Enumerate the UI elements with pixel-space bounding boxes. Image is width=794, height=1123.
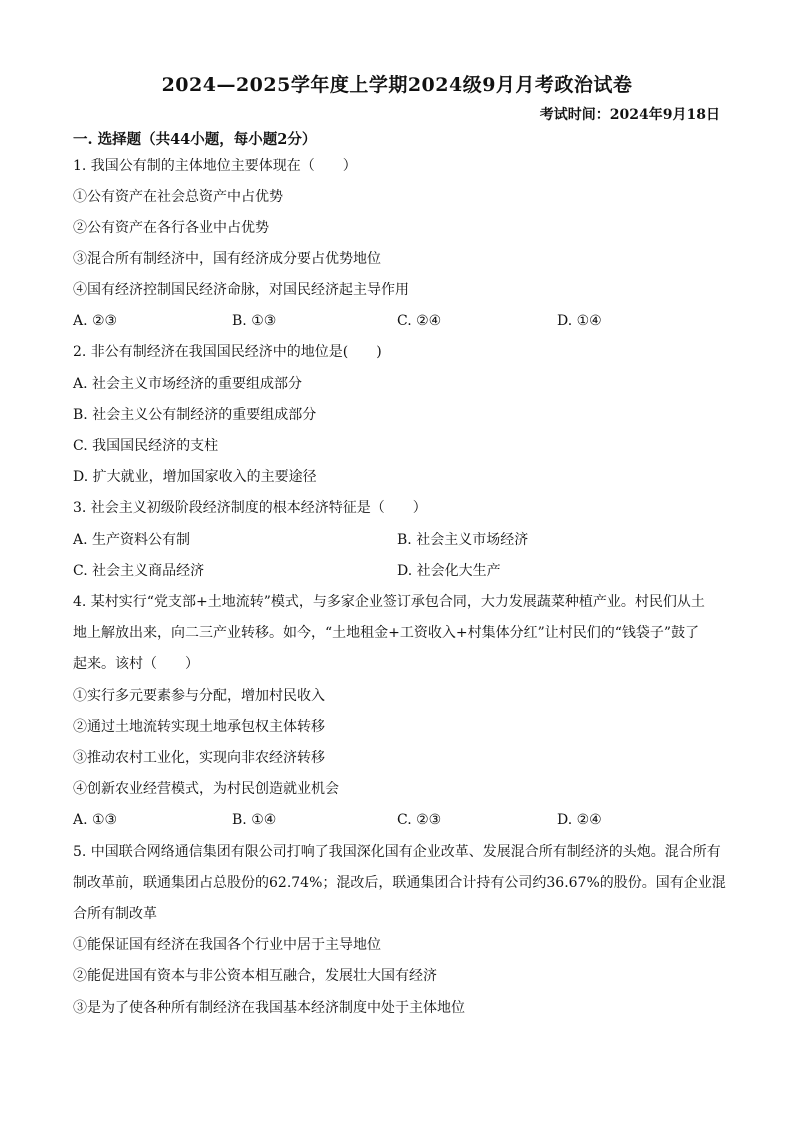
question-2-option-a: A. 社会主义市场经济的重要组成部分	[73, 376, 303, 392]
question-1-statement-2: ②公有资产在各行各业中占优势	[73, 220, 269, 236]
question-3-option-b: B. 社会主义市场经济	[397, 532, 529, 548]
question-5-stem-line-3: 合所有制改革	[73, 906, 157, 922]
question-4-statement-2: ②通过土地流转实现土地承包权主体转移	[73, 719, 325, 735]
question-2-stem: 2. 非公有制经济在我国国民经济中的地位是( )	[73, 344, 382, 360]
question-3-option-d: D. 社会化大生产	[397, 563, 501, 579]
question-5-statement-1: ①能保证国有经济在我国各个行业中居于主导地位	[73, 937, 381, 953]
question-1-option-a: A. ②③	[73, 313, 118, 329]
question-1-option-b: B. ①③	[232, 313, 277, 329]
question-4-stem-line-1: 4. 某村实行“党支部+土地流转”模式，与多家企业签订承包合同，大力发展蔬菜种植产业。村民们从土	[73, 594, 705, 610]
question-1-statement-3: ③混合所有制经济中，国有经济成分要占优势地位	[73, 251, 381, 267]
question-1-option-d: D. ①④	[557, 313, 602, 329]
question-4-stem-line-3: 起来。该村（ ）	[73, 656, 199, 672]
question-4-statement-3: ③推动农村工业化，实现向非农经济转移	[73, 750, 325, 766]
question-4-stem-line-2: 地上解放出来，向二三产业转移。如今，“土地租金+工资收入+村集体分红”让村民们的“钱袋子”鼓了	[73, 625, 700, 641]
question-1-stem: 1. 我国公有制的主体地位主要体现在（ ）	[73, 158, 357, 174]
question-4-option-d: D. ②④	[557, 812, 602, 828]
question-4-option-c: C. ②③	[397, 812, 442, 828]
question-5-statement-3: ③是为了使各种所有制经济在我国基本经济制度中处于主体地位	[73, 1000, 465, 1016]
question-2-option-b: B. 社会主义公有制经济的重要组成部分	[73, 407, 317, 423]
question-1-option-c: C. ②④	[397, 313, 442, 329]
question-5-stem-line-1: 5. 中国联合网络通信集团有限公司打响了我国深化国有企业改革、发展混合所有制经济的头炮。混合所有	[73, 844, 721, 860]
question-3-option-c: C. 社会主义商品经济	[73, 563, 205, 579]
question-3-stem: 3. 社会主义初级阶段经济制度的根本经济特征是（ ）	[73, 500, 427, 516]
question-2-option-d: D. 扩大就业，增加国家收入的主要途径	[73, 469, 317, 485]
question-2-option-c: C. 我国国民经济的支柱	[73, 438, 219, 454]
question-1-statement-4: ④国有经济控制国民经济命脉，对国民经济起主导作用	[73, 282, 409, 298]
section-title: 一. 选择题（共44小题，每小题2分）	[73, 131, 317, 148]
question-4-option-b: B. ①④	[232, 812, 277, 828]
exam-title: 2024—2025学年度上学期2024级9月月考政治试卷	[161, 74, 633, 96]
exam-time: 考试时间：2024年9月18日	[539, 107, 720, 123]
question-5-statement-2: ②能促进国有资本与非公资本相互融合，发展壮大国有经济	[73, 968, 437, 984]
question-4-option-a: A. ①③	[73, 812, 118, 828]
question-5-stem-line-2: 制改革前，联通集团占总股份的62.74%；混改后，联通集团合计持有公司约36.67%的股份。国有企业混	[73, 875, 726, 891]
question-3-option-a: A. 生产资料公有制	[73, 532, 191, 548]
question-4-statement-4: ④创新农业经营模式，为村民创造就业机会	[73, 781, 339, 797]
question-4-statement-1: ①实行多元要素参与分配，增加村民收入	[73, 688, 325, 704]
question-1-statement-1: ①公有资产在社会总资产中占优势	[73, 189, 283, 205]
